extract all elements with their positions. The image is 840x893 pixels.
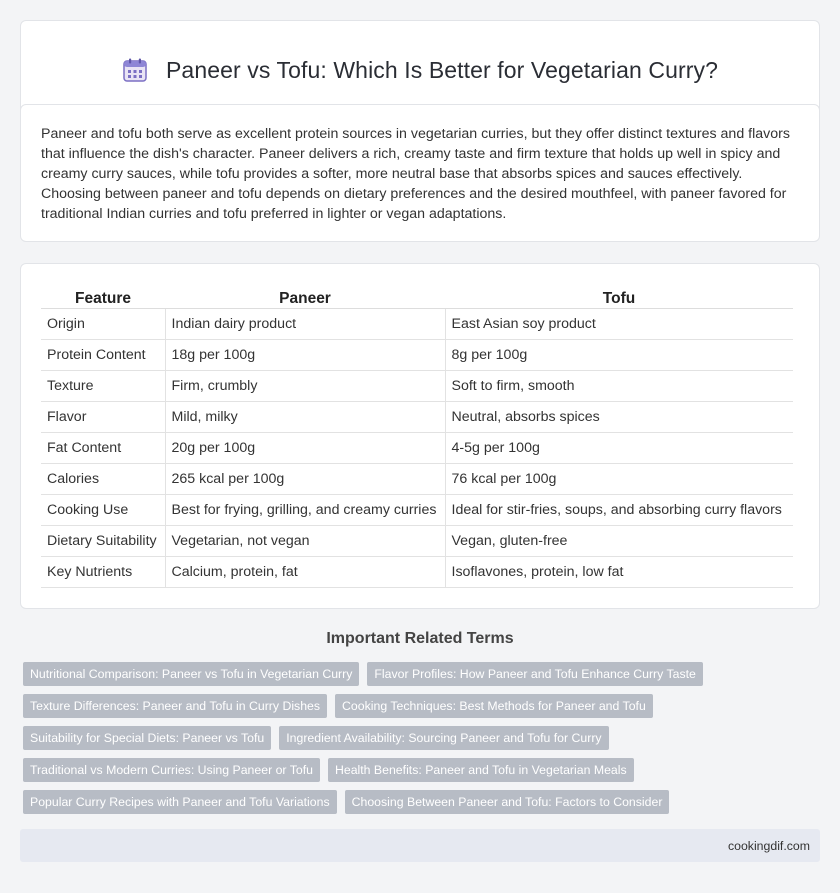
table-row [41, 401, 793, 432]
feature-cell: Key Nutrients [41, 556, 165, 587]
feature-cell: Flavor [41, 401, 165, 432]
table-row [41, 339, 793, 370]
related-term-tag[interactable]: Nutritional Comparison: Paneer vs Tofu in Vegetarian Curry [23, 662, 359, 686]
tofu-cell: Isoflavones, protein, low fat [445, 556, 793, 587]
tofu-cell: Ideal for stir-fries, soups, and absorbing curry flavors [445, 494, 793, 525]
paneer-cell: Indian dairy product [165, 308, 445, 339]
feature-cell: Protein Content [41, 339, 165, 370]
table-row [41, 525, 793, 556]
tag-row [23, 758, 823, 782]
feature-cell: Origin [41, 308, 165, 339]
paneer-cell: 20g per 100g [165, 432, 445, 463]
paneer-cell: Best for frying, grilling, and creamy curries [165, 494, 445, 525]
paneer-cell: Firm, crumbly [165, 370, 445, 401]
feature-cell: Cooking Use [41, 494, 165, 525]
table-row [41, 432, 793, 463]
tag-row [23, 694, 823, 718]
table-row [41, 556, 793, 587]
table-row [41, 463, 793, 494]
paneer-cell: Vegetarian, not vegan [165, 525, 445, 556]
paneer-cell: Mild, milky [165, 401, 445, 432]
title-wrap [122, 57, 718, 84]
paneer-cell: 18g per 100g [165, 339, 445, 370]
tofu-cell: Vegan, gluten-free [445, 525, 793, 556]
related-terms-tags [23, 662, 823, 822]
tofu-cell: 76 kcal per 100g [445, 463, 793, 494]
footer-site-link[interactable]: cookingdif.com [727, 838, 810, 853]
table-header-row [41, 286, 793, 308]
comparison-table-card [20, 263, 820, 609]
related-term-tag[interactable]: Health Benefits: Paneer and Tofu in Vegetarian Meals [328, 758, 634, 782]
tofu-cell: East Asian soy product [445, 308, 793, 339]
page-title: Paneer vs Tofu: Which Is Better for Vegetarian Curry? [165, 56, 719, 83]
feature-cell: Fat Content [41, 432, 165, 463]
header-feature: Feature [41, 286, 165, 308]
feature-cell: Texture [41, 370, 165, 401]
related-term-tag[interactable]: Traditional vs Modern Curries: Using Paneer or Tofu [23, 758, 320, 782]
tofu-cell: 4-5g per 100g [445, 432, 793, 463]
related-term-tag[interactable]: Texture Differences: Paneer and Tofu in Curry Dishes [23, 694, 327, 718]
tofu-cell: 8g per 100g [445, 339, 793, 370]
feature-cell: Calories [41, 463, 165, 494]
header-tofu: Tofu [445, 286, 793, 308]
table-row [41, 370, 793, 401]
header-paneer: Paneer [165, 286, 445, 308]
related-term-tag[interactable]: Ingredient Availability: Sourcing Paneer and Tofu for Curry [279, 726, 608, 750]
related-term-tag[interactable]: Flavor Profiles: How Paneer and Tofu Enhance Curry Taste [367, 662, 702, 686]
tofu-cell: Soft to firm, smooth [445, 370, 793, 401]
footer [20, 829, 820, 862]
related-terms-title: Important Related Terms [326, 630, 514, 647]
related-term-tag[interactable]: Cooking Techniques: Best Methods for Paneer and Tofu [335, 694, 653, 718]
tofu-cell: Neutral, absorbs spices [445, 401, 793, 432]
calendar-icon [122, 57, 148, 83]
related-term-tag[interactable]: Choosing Between Paneer and Tofu: Factors to Consider [345, 790, 670, 814]
feature-cell: Dietary Suitability [41, 525, 165, 556]
tag-row [23, 726, 823, 750]
table-row [41, 494, 793, 525]
paneer-cell: 265 kcal per 100g [165, 463, 445, 494]
related-term-tag[interactable]: Suitability for Special Diets: Paneer vs Tofu [23, 726, 271, 750]
tag-row [23, 662, 823, 686]
intro-paragraph: Paneer and tofu both serve as excellent protein sources in vegetarian curries, but they offer distinct textures and flavors that influence the dish's character. Paneer delivers a rich, creamy taste and firm texture that holds up well in spicy and creamy curry sauces, while tofu provides a softer, more neutral base that absorbs spices and sauces effectively. Choosing between paneer and tofu depends on dietary preferences and the desired mouthfeel, with paneer favored for traditional Indian curries and tofu preferred in lighter or vegan adaptations. [41, 126, 790, 222]
tag-row [23, 790, 823, 814]
intro-card [20, 104, 820, 242]
related-term-tag[interactable]: Popular Curry Recipes with Paneer and Tofu Variations [23, 790, 337, 814]
paneer-cell: Calcium, protein, fat [165, 556, 445, 587]
comparison-table [41, 286, 793, 588]
table-row [41, 308, 793, 339]
